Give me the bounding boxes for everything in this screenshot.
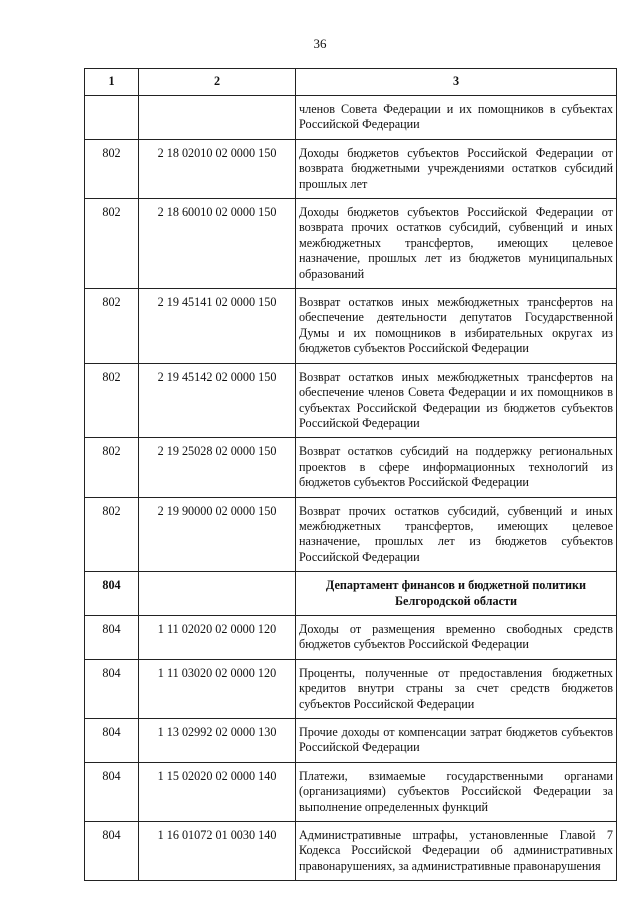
- table-row: [85, 659, 617, 718]
- admin-code-cell: 804: [85, 572, 139, 616]
- admin-code-cell: [85, 96, 139, 140]
- admin-code-cell: 804: [85, 719, 139, 763]
- revenue-description-cell: членов Совета Федерации и их помощников в субъектах Российской Федерации: [296, 96, 617, 140]
- revenue-code-cell: 2 19 25028 02 0000 150: [139, 438, 296, 497]
- revenue-code-cell: 1 11 02020 02 0000 120: [139, 615, 296, 659]
- revenue-description-cell: Проценты, полученные от предоставления бюджетных кредитов внутри страны за счет средств бюджетов субъектов Российской Федерации: [296, 659, 617, 718]
- revenue-code-cell: 1 15 02020 02 0000 140: [139, 762, 296, 821]
- revenue-description-cell: Платежи, взимаемые государственными органами (организациями) субъектов Российской Федерации за выполнение определенных функций: [296, 762, 617, 821]
- admin-code-cell: 804: [85, 659, 139, 718]
- revenue-description-cell: Возврат прочих остатков субсидий, субвенций и иных межбюджетных трансфертов, имеющих целевое назначение, прошлых лет из бюджетов субъектов Российской Федерации: [296, 497, 617, 572]
- revenue-code-cell: 2 18 02010 02 0000 150: [139, 139, 296, 198]
- department-row: [85, 572, 617, 616]
- revenue-codes-table: [84, 68, 617, 881]
- revenue-description-cell: Доходы бюджетов субъектов Российской Федерации от возврата прочих остатков субсидий, субвенций и иных межбюджетных трансфертов, имеющих целевое назначение, прошлых лет из бюджетов муниципальных образований: [296, 199, 617, 289]
- revenue-code-cell: 2 19 90000 02 0000 150: [139, 497, 296, 572]
- header-col-2: 2: [139, 69, 296, 96]
- revenue-code-cell: 2 19 45141 02 0000 150: [139, 289, 296, 364]
- table-row: [85, 139, 617, 198]
- admin-code-cell: 802: [85, 289, 139, 364]
- revenue-description-cell: Доходы от размещения временно свободных средств бюджетов субъектов Российской Федерации: [296, 615, 617, 659]
- admin-code-cell: 804: [85, 762, 139, 821]
- revenue-code-cell: 1 11 03020 02 0000 120: [139, 659, 296, 718]
- revenue-description-cell: Возврат остатков иных межбюджетных трансфертов на обеспечение деятельности депутатов Государственной Думы и их помощников в избирательных округах из бюджетов субъектов Российской Федерации: [296, 289, 617, 364]
- revenue-code-cell: 2 18 60010 02 0000 150: [139, 199, 296, 289]
- department-name-cell: Департамент финансов и бюджетной политики Белгородской области: [296, 572, 617, 616]
- header-col-1: 1: [85, 69, 139, 96]
- revenue-code-cell: 1 16 01072 01 0030 140: [139, 822, 296, 881]
- page-number: 36: [313, 36, 327, 51]
- revenue-code-cell: 1 13 02992 02 0000 130: [139, 719, 296, 763]
- revenue-description-cell: Возврат остатков субсидий на поддержку региональных проектов в сфере информационных технологий из бюджетов субъектов Российской Федерации: [296, 438, 617, 497]
- table-row: [85, 822, 617, 881]
- admin-code-cell: 802: [85, 363, 139, 438]
- revenue-code-cell: [139, 572, 296, 616]
- admin-code-cell: 802: [85, 199, 139, 289]
- revenue-description-cell: Прочие доходы от компенсации затрат бюджетов субъектов Российской Федерации: [296, 719, 617, 763]
- table-header-row: [85, 69, 617, 96]
- admin-code-cell: 804: [85, 822, 139, 881]
- table-row: [85, 438, 617, 497]
- table-row: [85, 762, 617, 821]
- admin-code-cell: 802: [85, 497, 139, 572]
- table-row: [85, 199, 617, 289]
- table-row: [85, 289, 617, 364]
- revenue-description-cell: Доходы бюджетов субъектов Российской Федерации от возврата бюджетными учреждениями остатков субсидий прошлых лет: [296, 139, 617, 198]
- revenue-description-cell: Возврат остатков иных межбюджетных трансфертов на обеспечение членов Совета Федерации и их помощников в субъектах Российской Федерации из бюджетов субъектов Российской Федерации: [296, 363, 617, 438]
- header-col-3: 3: [296, 69, 617, 96]
- table-row: [85, 719, 617, 763]
- revenue-code-cell: [139, 96, 296, 140]
- revenue-description-cell: Административные штрафы, установленные Главой 7 Кодекса Российской Федерации об административных правонарушениях, за административные правонарушения: [296, 822, 617, 881]
- table-row: [85, 363, 617, 438]
- revenue-code-cell: 2 19 45142 02 0000 150: [139, 363, 296, 438]
- table-row: [85, 96, 617, 140]
- admin-code-cell: 802: [85, 139, 139, 198]
- table-row: [85, 615, 617, 659]
- admin-code-cell: 802: [85, 438, 139, 497]
- table-row: [85, 497, 617, 572]
- admin-code-cell: 804: [85, 615, 139, 659]
